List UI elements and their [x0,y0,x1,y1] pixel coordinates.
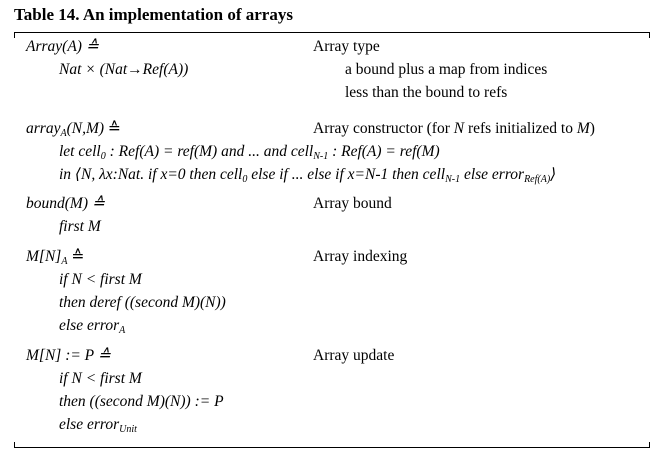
array-indexing-if: if N < first M [59,271,142,288]
array-bound-body: first M [59,218,101,235]
array-indexing-comment: Array indexing [313,248,408,265]
array-bound-comment: Array bound [313,195,392,212]
corner-tick [649,32,650,38]
array-type-comment: Array type [313,38,380,55]
table-frame [14,32,650,448]
array-update-comment: Array update [313,347,395,364]
array-type-note-2: less than the bound to refs [345,84,508,101]
array-type-definition: Array(A) ≙ [26,38,99,55]
array-update-if: if N < first M [59,370,142,387]
array-constructor-definition: array$_A$(N,M) ≙ [26,120,121,139]
array-constructor-comment: Array constructor (for N refs initialized to M) [313,120,595,137]
array-type-body: Nat × (Nat→Ref(A)) [59,61,189,78]
array-indexing-then: then deref ((second M)(N)) [59,294,226,311]
array-constructor-in: in ⟨N, λx:Nat. if x=0 then cell$_0$ else if ... else if x=N-1 then cell$_{N-1}$ else error$_{Ref(A)}$⟩ [59,166,557,185]
corner-tick [14,442,15,448]
bottom-rule [14,447,650,448]
top-rule [14,32,650,33]
corner-tick [649,442,650,448]
array-update-then: then ((second M)(N)) := P [59,393,224,410]
array-indexing-definition: $M[N]_A$ ≙ [26,248,85,267]
array-indexing-else: else error$_A$ [59,317,126,336]
array-type-note-1: a bound plus a map from indices [345,61,548,78]
corner-tick [14,32,15,38]
array-constructor-let: let cell$_0$ : Ref(A) = ref(M) and ... and cell$_{N-1}$ : Ref(A) = ref(M) [59,143,440,162]
table-caption: Table 14. An implementation of arrays [14,5,293,24]
array-update-else: else error$_{Unit}$ [59,416,137,435]
array-update-definition: M[N] := P ≙ [26,347,111,364]
array-bound-definition: bound(M) ≙ [26,195,105,212]
